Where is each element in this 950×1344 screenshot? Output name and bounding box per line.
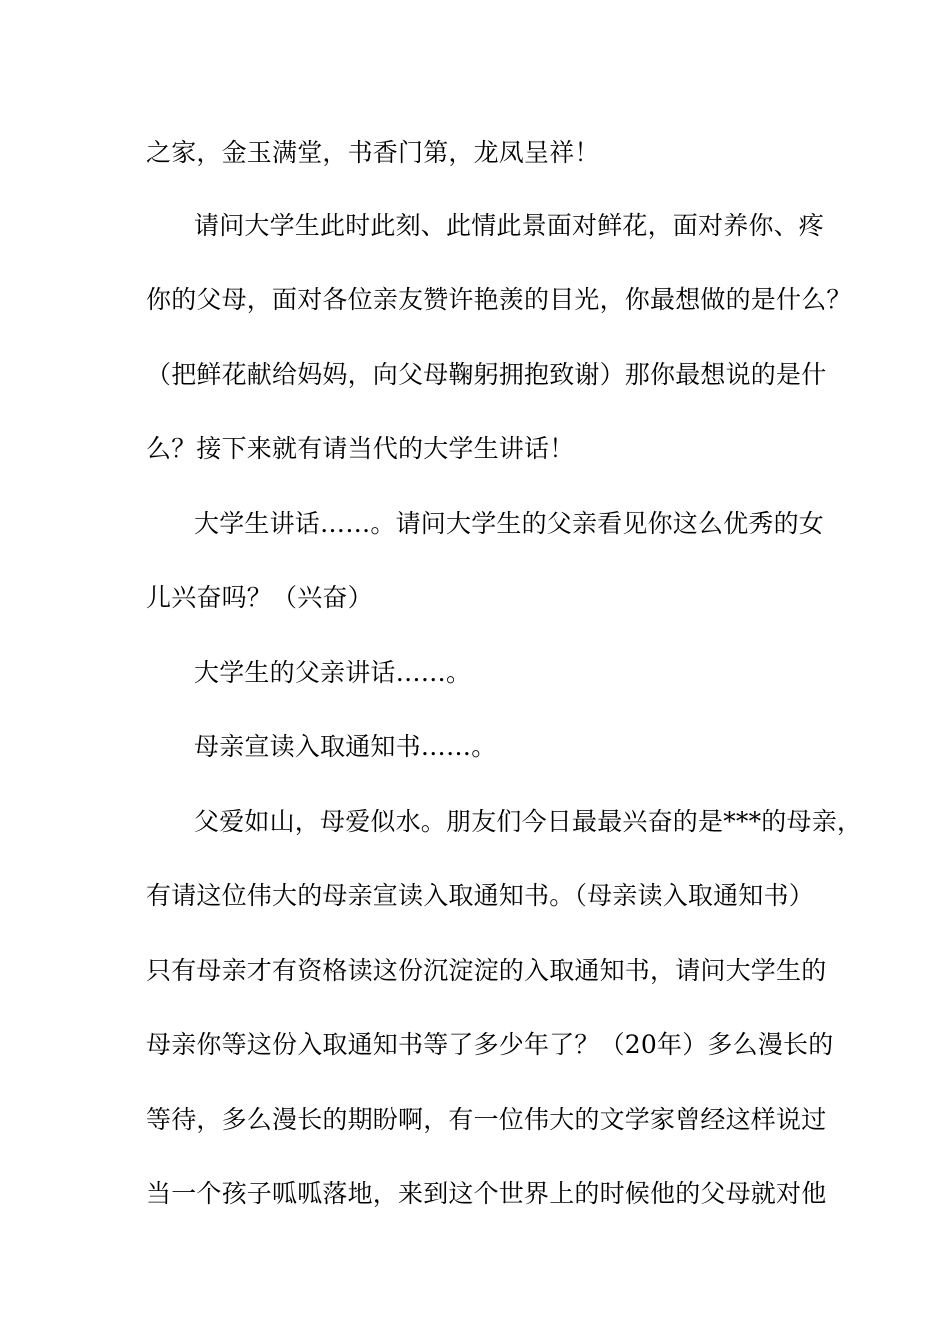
paragraph-start-line: 母亲宣读入取通知书……。	[194, 732, 497, 761]
text-line: 只有母亲才有资格读这份沉淀淀的入取通知书，请问大学生的	[146, 956, 827, 985]
paragraph-start-line: 父爱如山，母爱似水。朋友们今日最最兴奋的是***的母亲，	[194, 807, 863, 836]
text-line: 有请这位伟大的母亲宣读入取通知书。（母亲读入取通知书）	[146, 881, 814, 910]
text-line: 你的父母，面对各位亲友赞许艳羡的目光，你最想做的是什么？	[146, 285, 852, 314]
text-line: 等待，多么漫长的期盼啊，有一位伟大的文学家曾经这样说过	[146, 1105, 827, 1134]
text-line: 儿兴奋吗？（兴奋）	[146, 583, 373, 612]
text-line: 母亲你等这份入取通知书等了多少年了？（20年）多么漫长的	[146, 1030, 834, 1059]
paragraph-start-line: 大学生的父亲讲话……。	[194, 658, 472, 687]
text-line: 么？接下来就有请当代的大学生讲话！	[146, 434, 575, 463]
text-line: 之家，金玉满堂，书香门第，龙凤呈祥！	[146, 138, 600, 167]
text-line: （把鲜花献给妈妈，向父母鞠躬拥抱致谢）那你最想说的是什	[146, 360, 827, 389]
paragraph-start-line: 请问大学生此时此刻、此情此景面对鲜花，面对养你、疼	[194, 211, 825, 240]
paragraph-start-line: 大学生讲话……。请问大学生的父亲看见你这么优秀的女	[194, 509, 825, 538]
text-line: 当一个孩子呱呱落地，来到这个世界上的时候他的父母就对他	[146, 1179, 827, 1208]
